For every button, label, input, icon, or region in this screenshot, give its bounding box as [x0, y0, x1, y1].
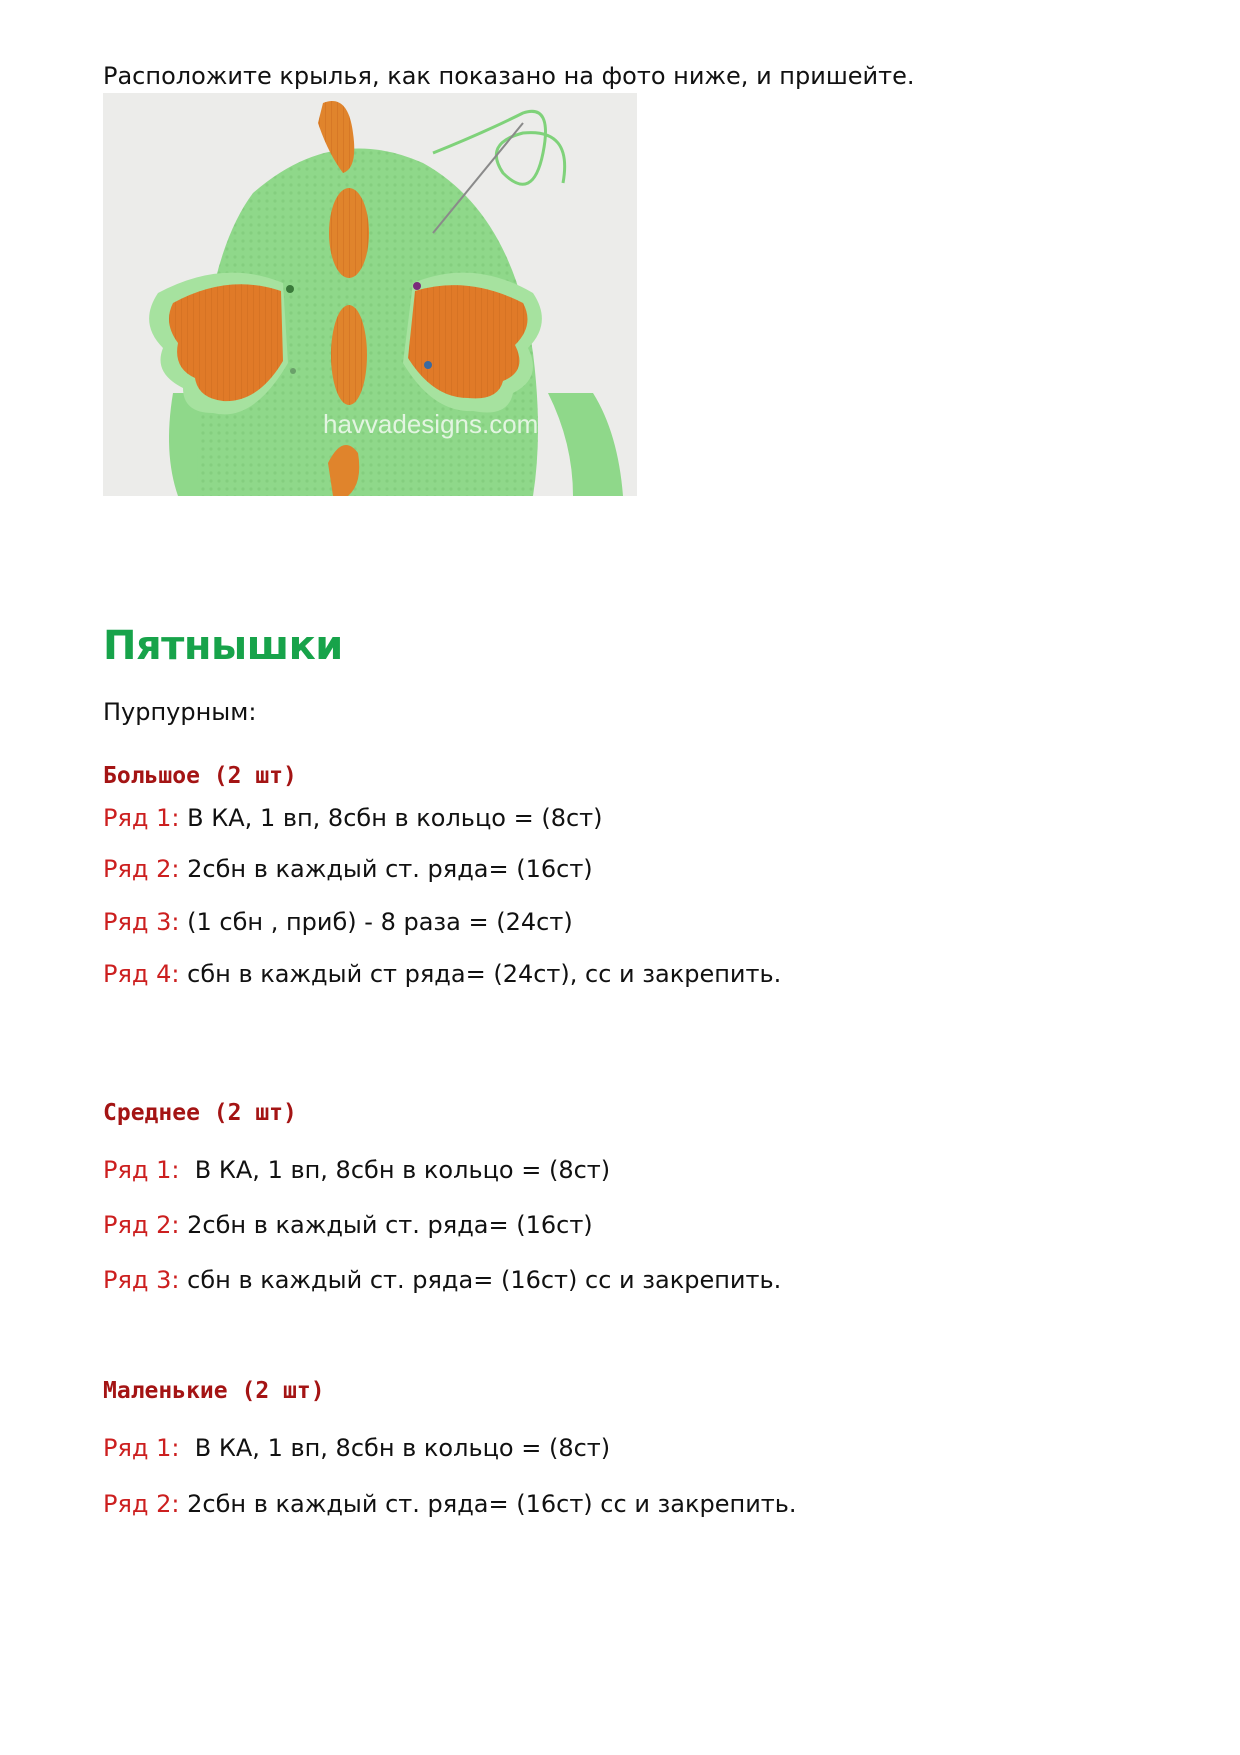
pattern-row [103, 853, 593, 885]
intro-paragraph: Расположите крылья, как показано на фото ниже, и пришейте. [103, 62, 915, 90]
row-text: сбн в каждый ст ряда= (24ст), сс и закрепить. [179, 960, 782, 988]
row-label: Ряд 1: [103, 804, 180, 832]
row-text: В КА, 1 вп, 8сбн в кольцо = (8ст) [179, 1156, 611, 1184]
row-label: Ряд 1: [103, 1434, 180, 1462]
pattern-row [103, 906, 573, 938]
pattern-row [103, 1154, 610, 1186]
row-text: В КА, 1 вп, 8сбн в кольцо = (8ст) [179, 804, 603, 832]
row-text: сбн в каждый ст. ряда= (16ст) сс и закрепить. [179, 1266, 782, 1294]
section-title: Пятнышки [103, 623, 343, 669]
pattern-row [103, 1488, 797, 1520]
row-text: 2сбн в каждый ст. ряда= (16ст) сс и закрепить. [179, 1490, 797, 1518]
row-label: Ряд 3: [103, 908, 180, 936]
yarn-color-label: Пурпурным: [103, 698, 257, 726]
row-label: Ряд 3: [103, 1266, 180, 1294]
group-title-small: Маленькие (2 шт) [103, 1378, 325, 1404]
pattern-row [103, 1264, 781, 1296]
photo-watermark: havvadesigns.com [323, 409, 539, 439]
row-text: (1 сбн , приб) - 8 раза = (24ст) [179, 908, 573, 936]
row-label: Ряд 1: [103, 1156, 180, 1184]
row-label: Ряд 2: [103, 855, 180, 883]
pattern-row [103, 1432, 610, 1464]
group-title-medium: Среднее (2 шт) [103, 1100, 297, 1126]
pattern-row [103, 958, 781, 990]
pattern-row [103, 802, 603, 834]
dragon-wings-photo [103, 93, 637, 496]
row-text: В КА, 1 вп, 8сбн в кольцо = (8ст) [179, 1434, 611, 1462]
group-title-large: Большое (2 шт) [103, 763, 297, 789]
row-label: Ряд 4: [103, 960, 180, 988]
row-text: 2сбн в каждый ст. ряда= (16ст) [179, 1211, 593, 1239]
row-label: Ряд 2: [103, 1211, 180, 1239]
pattern-row [103, 1209, 593, 1241]
row-label: Ряд 2: [103, 1490, 180, 1518]
row-text: 2сбн в каждый ст. ряда= (16ст) [179, 855, 593, 883]
